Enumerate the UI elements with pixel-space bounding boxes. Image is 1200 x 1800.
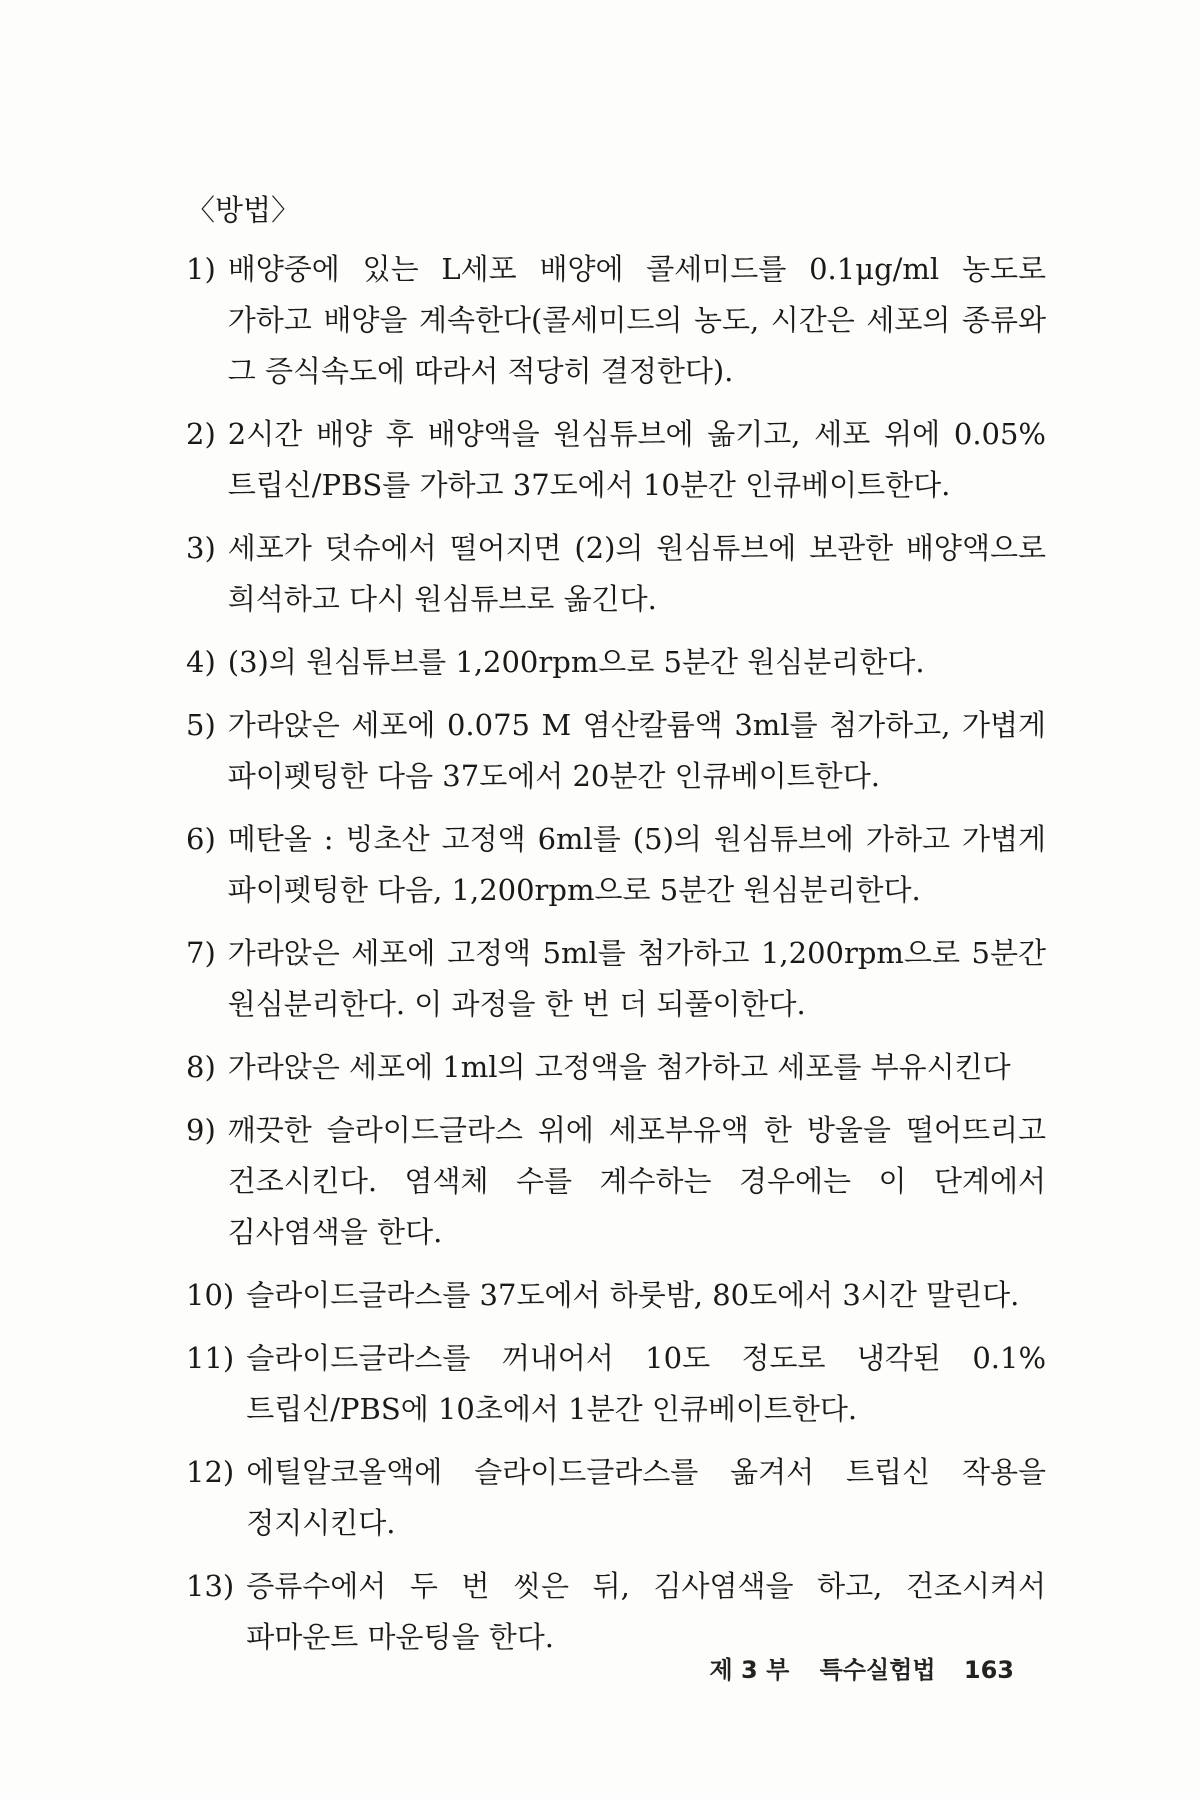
procedure-steps <box>186 244 1046 1663</box>
step-text: 슬라이드글라스를 37도에서 하룻밤, 80도에서 3시간 말린다. <box>246 1278 1020 1312</box>
step-number: 12) <box>186 1455 235 1489</box>
step-text: 깨끗한 슬라이드글라스 위에 세포부유액 한 방울을 떨어뜨리고 건조시킨다. 염색체 수를 계수하는 경우에는 이 단계에서 김사염색을 한다. <box>227 1113 1046 1249</box>
step-number: 2) <box>186 417 216 451</box>
step-number: 5) <box>186 708 216 742</box>
step-text: 2시간 배양 후 배양액을 원심튜브에 옮기고, 세포 위에 0.05% 트립신/PBS를 가하고 37도에서 10분간 인큐베이트한다. <box>227 417 1046 502</box>
step-text: 가라앉은 세포에 고정액 5ml를 첨가하고 1,200rpm으로 5분간 원심분리한다. 이 과정을 한 번 더 되풀이한다. <box>227 936 1046 1021</box>
step-number: 9) <box>186 1113 216 1147</box>
step-number: 4) <box>186 645 216 679</box>
step-text: 에틸알코올액에 슬라이드글라스를 옮겨서 트립신 작용을 정지시킨다. <box>246 1455 1046 1540</box>
step-number: 1) <box>186 252 216 286</box>
footer-chapter: 특수실험법 <box>819 1656 936 1684</box>
step-number: 6) <box>186 822 216 856</box>
footer-part: 제 3 부 <box>709 1656 790 1684</box>
step-text: 메탄올 : 빙초산 고정액 6ml를 (5)의 원심튜브에 가하고 가볍게 파이펫팅한 다음, 1,200rpm으로 5분간 원심분리한다. <box>227 822 1046 907</box>
step-number: 11) <box>186 1341 235 1375</box>
procedure-step <box>186 1333 1046 1435</box>
step-number: 13) <box>186 1569 235 1603</box>
step-number: 10) <box>186 1278 235 1312</box>
page-footer <box>709 1650 1014 1685</box>
step-number: 8) <box>186 1050 216 1084</box>
section-title: 〈방법〉 <box>186 193 301 227</box>
procedure-step <box>186 1447 1046 1549</box>
procedure-step <box>186 814 1046 916</box>
step-number: 7) <box>186 936 216 970</box>
step-text: 증류수에서 두 번 씻은 뒤, 김사염색을 하고, 건조시켜서 파마운트 마운팅을 한다. <box>246 1569 1046 1654</box>
procedure-step <box>186 409 1046 511</box>
procedure-step <box>186 1270 1046 1321</box>
step-number: 3) <box>186 531 216 565</box>
procedure-step <box>186 928 1046 1030</box>
step-text: 슬라이드글라스를 꺼내어서 10도 정도로 냉각된 0.1% 트립신/PBS에 10초에서 1분간 인큐베이트한다. <box>246 1341 1046 1426</box>
step-text: 가라앉은 세포에 1ml의 고정액을 첨가하고 세포를 부유시킨다 <box>227 1050 1011 1084</box>
procedure-step <box>186 1042 1046 1093</box>
procedure-step <box>186 244 1046 397</box>
procedure-step <box>186 637 1046 688</box>
procedure-step <box>186 1105 1046 1258</box>
step-text: 배양중에 있는 L세포 배양에 콜세미드를 0.1μg/ml 농도로 가하고 배양을 계속한다(콜세미드의 농도, 시간은 세포의 종류와 그 증식속도에 따라서 적당히 결정한다). <box>227 252 1046 388</box>
procedure-step <box>186 523 1046 625</box>
page-content <box>186 186 1046 1675</box>
procedure-step <box>186 700 1046 802</box>
step-text: (3)의 원심튜브를 1,200rpm으로 5분간 원심분리한다. <box>227 645 925 679</box>
procedure-step <box>186 1561 1046 1663</box>
step-text: 가라앉은 세포에 0.075 M 염산칼륨액 3ml를 첨가하고, 가볍게 파이펫팅한 다음 37도에서 20분간 인큐베이트한다. <box>227 708 1046 793</box>
page-number: 163 <box>963 1656 1014 1684</box>
step-text: 세포가 덧슈에서 떨어지면 (2)의 원심튜브에 보관한 배양액으로 희석하고 다시 원심튜브로 옮긴다. <box>227 531 1046 616</box>
